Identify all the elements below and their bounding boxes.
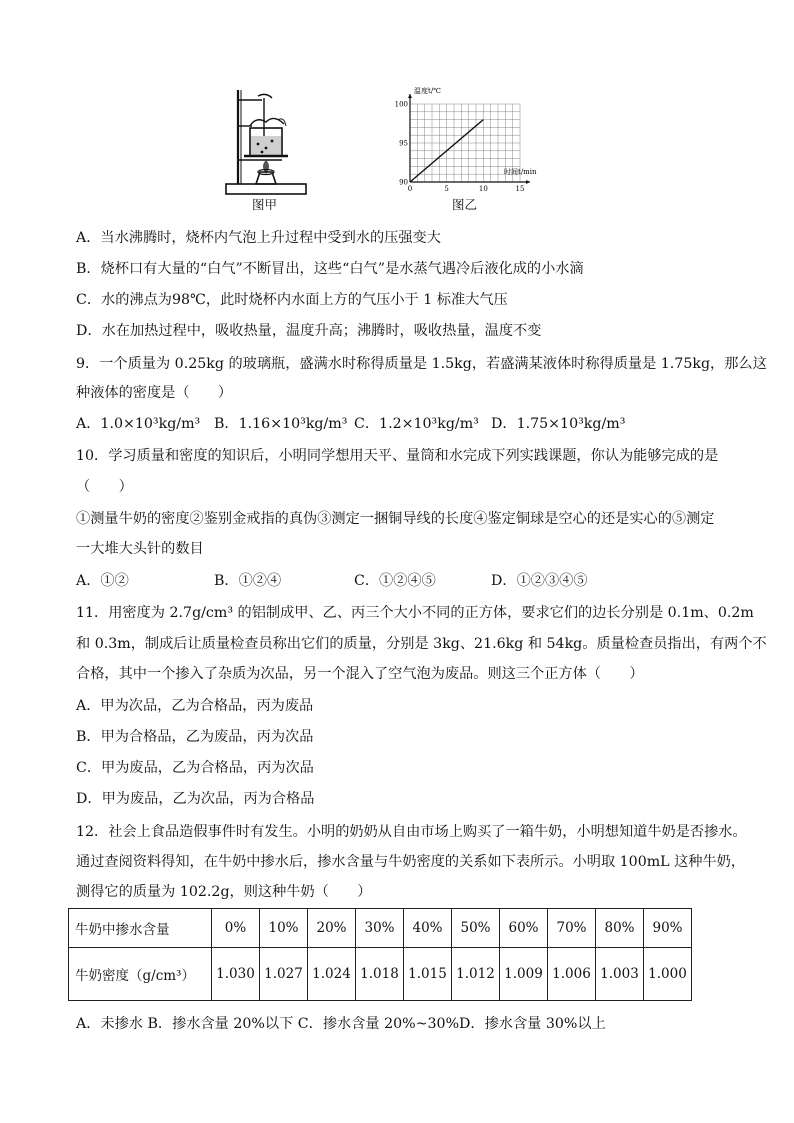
table-cell: 1.018 (356, 948, 404, 1001)
q11-option-a: A．甲为次品，乙为合格品，丙为废品 (76, 698, 314, 714)
table-cell: 1.015 (404, 948, 452, 1001)
temperature-time-chart (392, 84, 540, 208)
y-tick-label: 90 (399, 178, 408, 187)
q11-stem-line2: 和 0.3m，制成后让质量检查员称出它们的质量，分别是 3kg、21.6kg 和 54kg。质量检查员指出，有两个不 (76, 636, 767, 652)
q9-option-d: D．1.75×10³kg/m³ (491, 416, 626, 432)
y-tick-label: 100 (394, 100, 408, 109)
q10-option-d: D．①②③④⑤ (491, 573, 588, 589)
table-cell: 1.000 (644, 948, 692, 1001)
q11-option-d: D．甲为废品，乙为次品，丙为合格品 (76, 791, 315, 807)
x-axis-label: 时间t/min (504, 168, 537, 176)
q9-option-b: B．1.16×10³kg/m³ (214, 416, 348, 432)
table-cell: 1.003 (596, 948, 644, 1001)
y-axis-label: 温度t/℃ (414, 87, 442, 95)
table-cell: 10% (260, 909, 308, 948)
q12-stem-line2: 通过查阅资料得知，在牛奶中掺水后，掺水含量与牛奶密度的关系如下表所示。小明取 100mL 这种牛奶， (76, 854, 746, 870)
q12-stem-line3: 测得它的质量为 102.2g，则这种牛奶（ ） (76, 884, 372, 900)
y-tick-label: 95 (399, 139, 408, 148)
table-cell: 1.030 (212, 948, 260, 1001)
q10-stem-line4: 一大堆大头针的数目 (76, 541, 204, 557)
table-cell: 40% (404, 909, 452, 948)
q8-option-b: B．烧杯口有大量的“白气”不断冒出，这些“白气”是水蒸气遇冷后液化成的小水滴 (76, 261, 584, 277)
x-tick-label: 5 (444, 185, 449, 193)
table-cell: 1.009 (500, 948, 548, 1001)
x-tick-label: 10 (478, 185, 488, 193)
table-cell: 90% (644, 909, 692, 948)
table-cell: 0% (212, 909, 260, 948)
q11-stem-line3: 合格，其中一个掺入了杂质为次品，另一个混入了空气泡为废品。则这三个正方体（ ） (76, 666, 644, 682)
table-cell: 70% (548, 909, 596, 948)
x-tick-label: 0 (407, 185, 413, 193)
water-density-table (68, 908, 692, 1001)
table-cell: 80% (596, 909, 644, 948)
q12-stem-line1: 12．社会上食品造假事件时有发生。小明的奶奶从自由市场上购买了一箱牛奶，小明想知道牛奶是否掺水。 (76, 824, 747, 840)
table-cell: 50% (452, 909, 500, 948)
q10-option-b: B．①②④ (214, 573, 282, 589)
q10-stem-line1: 10．学习质量和密度的知识后，小明同学想用天平、量筒和水完成下列实践课题，你认为能够完成的是 (76, 448, 719, 464)
x-axis-arrow (526, 180, 530, 184)
figure-yi-caption: 图乙 (452, 197, 478, 212)
q10-stem-line2: （ ） (76, 479, 133, 495)
q10-option-a: A．①② (76, 573, 129, 589)
table-cell: 1.024 (308, 948, 356, 1001)
q11-option-b: B．甲为合格品，乙为废品，丙为次品 (76, 729, 314, 745)
q11-option-c: C．甲为废品，乙为合格品，丙为次品 (76, 760, 314, 776)
table-cell: 1.027 (260, 948, 308, 1001)
q8-option-c: C．水的沸点为98℃，此时烧杯内水面上方的气压小于 1 标准大气压 (76, 292, 508, 308)
table-header-cell: 牛奶密度（g/cm³） (69, 948, 212, 1001)
table-cell: 20% (308, 909, 356, 948)
apparatus-figure (222, 86, 310, 206)
table-row (69, 948, 692, 1001)
q12-options: A．未掺水 B．掺水含量 20%以下 C．掺水含量 20%~30%D．掺水含量 30%以上 (76, 1016, 606, 1032)
table-header-cell: 牛奶中掺水含量 (69, 909, 212, 948)
x-tick-label: 15 (515, 185, 525, 193)
q11-stem-line1: 11．用密度为 2.7g/cm³ 的铝制成甲、乙、丙三个大小不同的正方体，要求它们的边长分别是 0.1m、0.2m (76, 605, 754, 621)
q9-option-a: A．1.0×10³kg/m³ (76, 416, 201, 432)
table-cell: 1.012 (452, 948, 500, 1001)
figure-jia-caption: 图甲 (252, 197, 278, 212)
q8-option-a: A．当水沸腾时，烧杯内气泡上升过程中受到水的压强变大 (76, 230, 441, 246)
table-row (69, 909, 692, 948)
y-axis-arrow (408, 94, 412, 98)
table-cell: 60% (500, 909, 548, 948)
q10-stem-line3: ①测量牛奶的密度②鉴别金戒指的真伪③测定一捆铜导线的长度④鉴定铜球是空心的还是实心的⑤测定 (76, 511, 715, 527)
q8-option-d: D．水在加热过程中，吸收热量，温度升高；沸腾时，吸收热量，温度不变 (76, 323, 542, 339)
table-cell: 1.006 (548, 948, 596, 1001)
q9-option-c: C．1.2×10³kg/m³ (354, 416, 479, 432)
q10-option-c: C．①②④⑤ (354, 573, 436, 589)
q9-stem-line2: 种液体的密度是（ ） (76, 385, 233, 401)
q9-stem-line1: 9．一个质量为 0.25kg 的玻璃瓶，盛满水时称得质量是 1.5kg，若盛满某液体时称得质量是 1.75kg，那么这 (76, 356, 767, 372)
table-cell: 30% (356, 909, 404, 948)
